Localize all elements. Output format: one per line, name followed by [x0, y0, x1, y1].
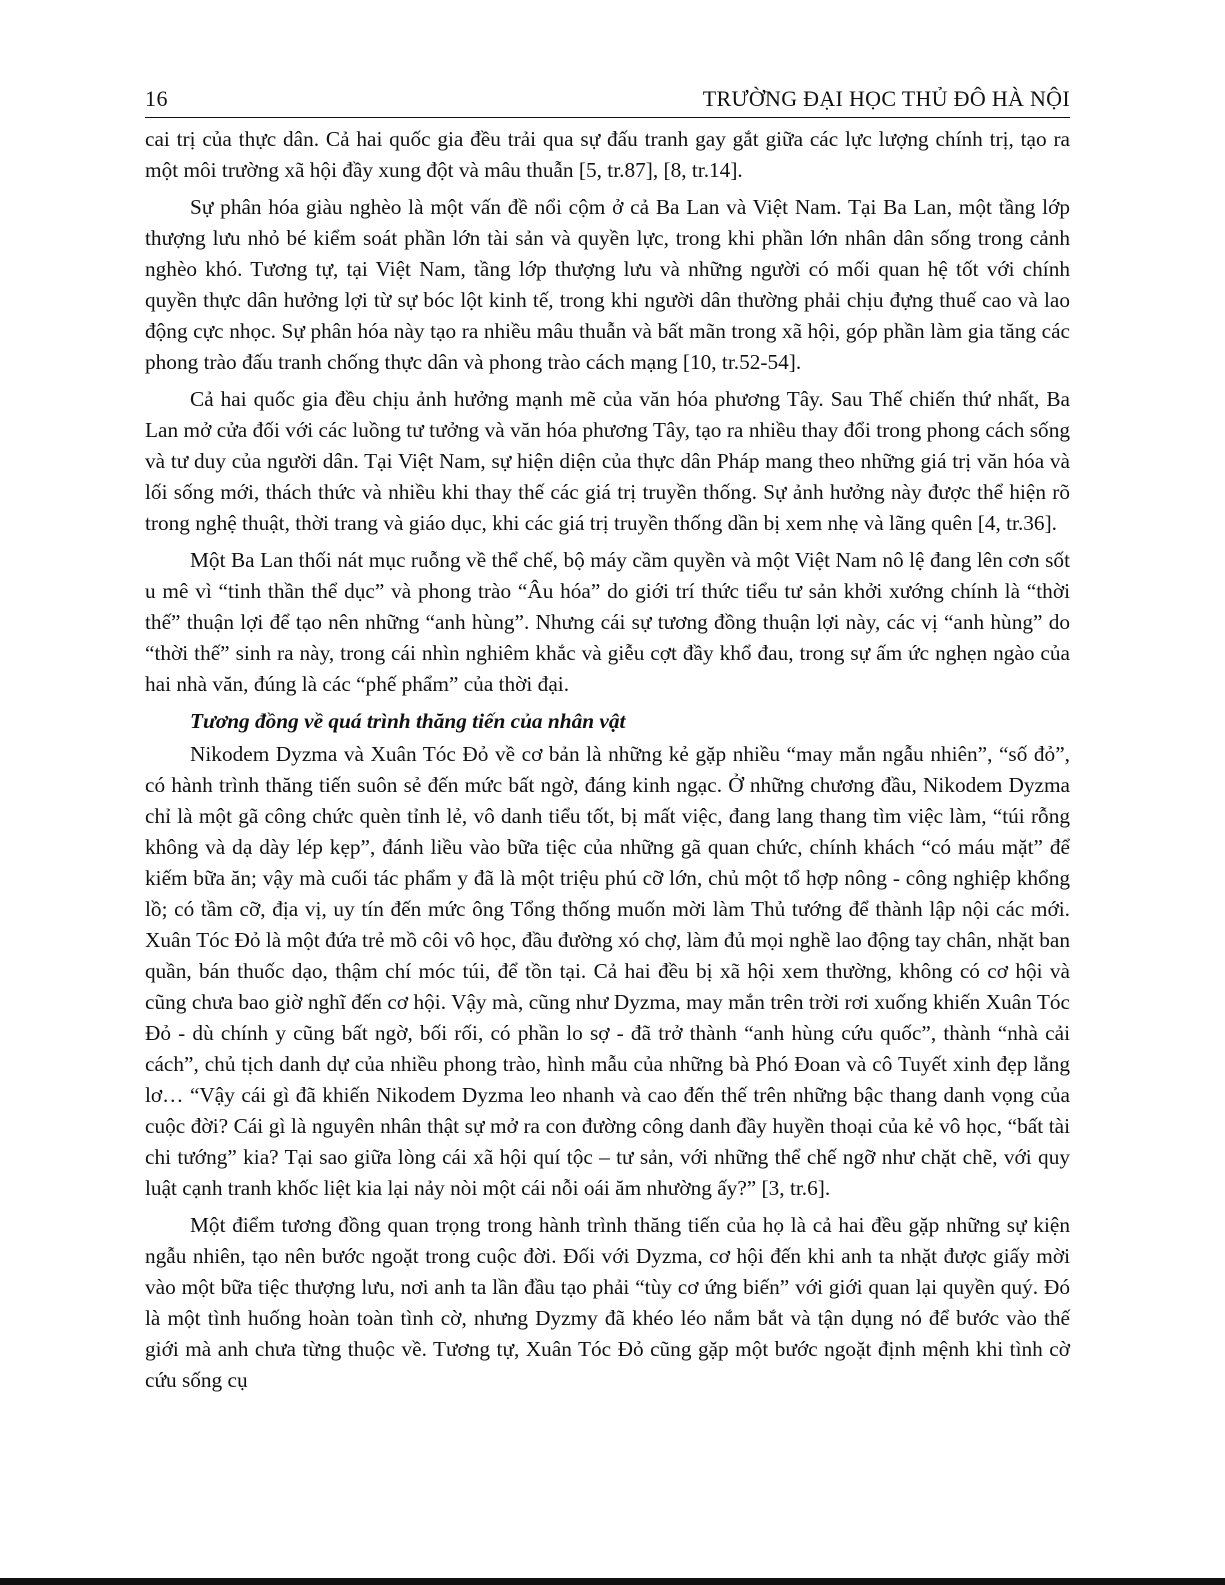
- paragraph: cai trị của thực dân. Cả hai quốc gia đều trải qua sự đấu tranh gay gắt giữa các lực lượng chính trị, tạo ra một môi trường xã hội đầy xung đột và mâu thuẫn [5, tr.87], [8, tr.14].: [145, 127, 1070, 182]
- paragraph: Sự phân hóa giàu nghèo là một vấn đề nổi cộm ở cả Ba Lan và Việt Nam. Tại Ba Lan, một tầng lớp thượng lưu nhỏ bé kiểm soát phần lớn tài sản và quyền lực, trong khi phần lớn nhân dân sống trong cảnh nghèo khó. Tương tự, tại Việt Nam, tầng lớp thượng lưu và những người có mối quan hệ tốt với chính quyền thực dân hưởng lợi từ sự bóc lột kinh tế, trong khi người dân thường phải chịu đựng thuế cao và lao động cực nhọc. Sự phân hóa này tạo ra nhiều mâu thuẫn và bất mãn trong xã hội, góp phần làm gia tăng các phong trào đấu tranh chống thực dân và phong trào cách mạng [10, tr.52-54].: [145, 195, 1070, 374]
- paragraph: Một điểm tương đồng quan trọng trong hành trình thăng tiến của họ là cả hai đều gặp những sự kiện ngẫu nhiên, tạo nên bước ngoặt trong cuộc đời. Đối với Dyzma, cơ hội đến khi anh ta nhặt được giấy mời vào một bữa tiệc thượng lưu, nơi anh ta lần đầu tạo phải “tùy cơ ứng biến” với giới quan lại quyền quý. Đó là một tình huống hoàn toàn tình cờ, nhưng Dyzmy đã khéo léo nắm bắt và tận dụng nó để bước vào thế giới mà anh chưa từng thuộc về. Tương tự, Xuân Tóc Đỏ cũng gặp một bước ngoặt định mệnh khi tình cờ cứu sống cụ: [145, 1213, 1070, 1392]
- running-title: TRƯỜNG ĐẠI HỌC THỦ ĐÔ HÀ NỘI: [702, 86, 1070, 111]
- section-heading: Tương đồng về quá trình thăng tiến của nhân vật: [190, 709, 626, 733]
- paragraph: Cả hai quốc gia đều chịu ảnh hưởng mạnh mẽ của văn hóa phương Tây. Sau Thế chiến thứ nhất, Ba Lan mở cửa đối với các luồng tư tưởng và văn hóa phương Tây, tạo ra nhiều thay đổi trong phong cách sống và tư duy của người dân. Tại Việt Nam, sự hiện diện của thực dân Pháp mang theo những giá trị văn hóa và lối sống mới, thách thức và nhiều khi thay thế các giá trị truyền thống. Sự ảnh hưởng này được thể hiện rõ trong nghệ thuật, thời trang và giáo dục, khi các giá trị truyền thống dần bị xem nhẹ và lãng quên [4, tr.36].: [145, 387, 1070, 535]
- page-number: 16: [145, 86, 168, 111]
- paragraph: Một Ba Lan thối nát mục ruỗng về thể chế, bộ máy cầm quyền và một Việt Nam nô lệ đang lên cơn sốt u mê vì “tinh thần thể dục” và phong trào “Âu hóa” do giới trí thức tiểu tư sản khởi xướng chính là “thời thế” thuận lợi để tạo nên những “anh hùng”. Nhưng cái sự tương đồng thuận lợi này, các vị “anh hùng” do “thời thế” sinh ra này, trong cái nhìn nghiêm khắc và giễu cợt đầy khổ đau, trong sự ấm ức nghẹn ngào của hai nhà văn, đúng là các “phế phẩm” của thời đại.: [145, 548, 1070, 696]
- document-page: [145, 84, 1070, 1402]
- page-bottom-edge: [0, 1578, 1225, 1585]
- page-header: [145, 84, 1070, 118]
- paragraph: Nikodem Dyzma và Xuân Tóc Đỏ về cơ bản là những kẻ gặp nhiều “may mắn ngẫu nhiên”, “số đỏ”, có hành trình thăng tiến suôn sẻ đến mức bất ngờ, đáng kinh ngạc. Ở những chương đầu, Nikodem Dyzma chỉ là một gã công chức quèn tỉnh lẻ, vô danh tiểu tốt, bị mất việc, đang lang thang tìm việc làm, “túi rỗng không và dạ dày lép kẹp”, đánh liều vào bữa tiệc của những gã quan chức, chính khách “có máu mặt” để kiếm bữa ăn; vậy mà cuối tác phẩm y đã là một triệu phú cỡ lớn, chủ một tổ hợp nông - công nghiệp khổng lồ; có tầm cỡ, địa vị, uy tín đến mức ông Tổng thống muốn mời làm Thủ tướng để thành lập nội các mới. Xuân Tóc Đỏ là một đứa trẻ mồ côi vô học, đầu đường xó chợ, làm đủ mọi nghề lao động tay chân, nhặt ban quần, bán thuốc dạo, thậm chí móc túi, để tồn tại. Cả hai đều bị xã hội xem thường, không có cơ hội và cũng chưa bao giờ nghĩ đến cơ hội. Vậy mà, cũng như Dyzma, may mắn trên trời rơi xuống khiến Xuân Tóc Đỏ - dù chính y cũng bất ngờ, bối rối, có phần lo sợ - đã trở thành “anh hùng cứu quốc”, thành “nhà cải cách”, chủ tịch danh dự của nhiều phong trào, hình mẫu của những bà Phó Đoan và cô Tuyết xinh đẹp lẳng lơ… “Vậy cái gì đã khiến Nikodem Dyzma leo nhanh và cao đến thế trên những bậc thang danh vọng của cuộc đời? Cái gì là nguyên nhân thật sự mở ra con đường công danh đầy huyền thoại của kẻ vô học, “bất tài chi tướng” kia? Tại sao giữa lòng cái xã hội quí tộc – tư sản, với những thể chế ngỡ như chặt chẽ, với quy luật cạnh tranh khốc liệt kia lại nảy nòi một cái nỗi oái ăm nhường ấy?” [3, tr.6].: [145, 742, 1070, 1200]
- body-text: [145, 124, 1070, 1396]
